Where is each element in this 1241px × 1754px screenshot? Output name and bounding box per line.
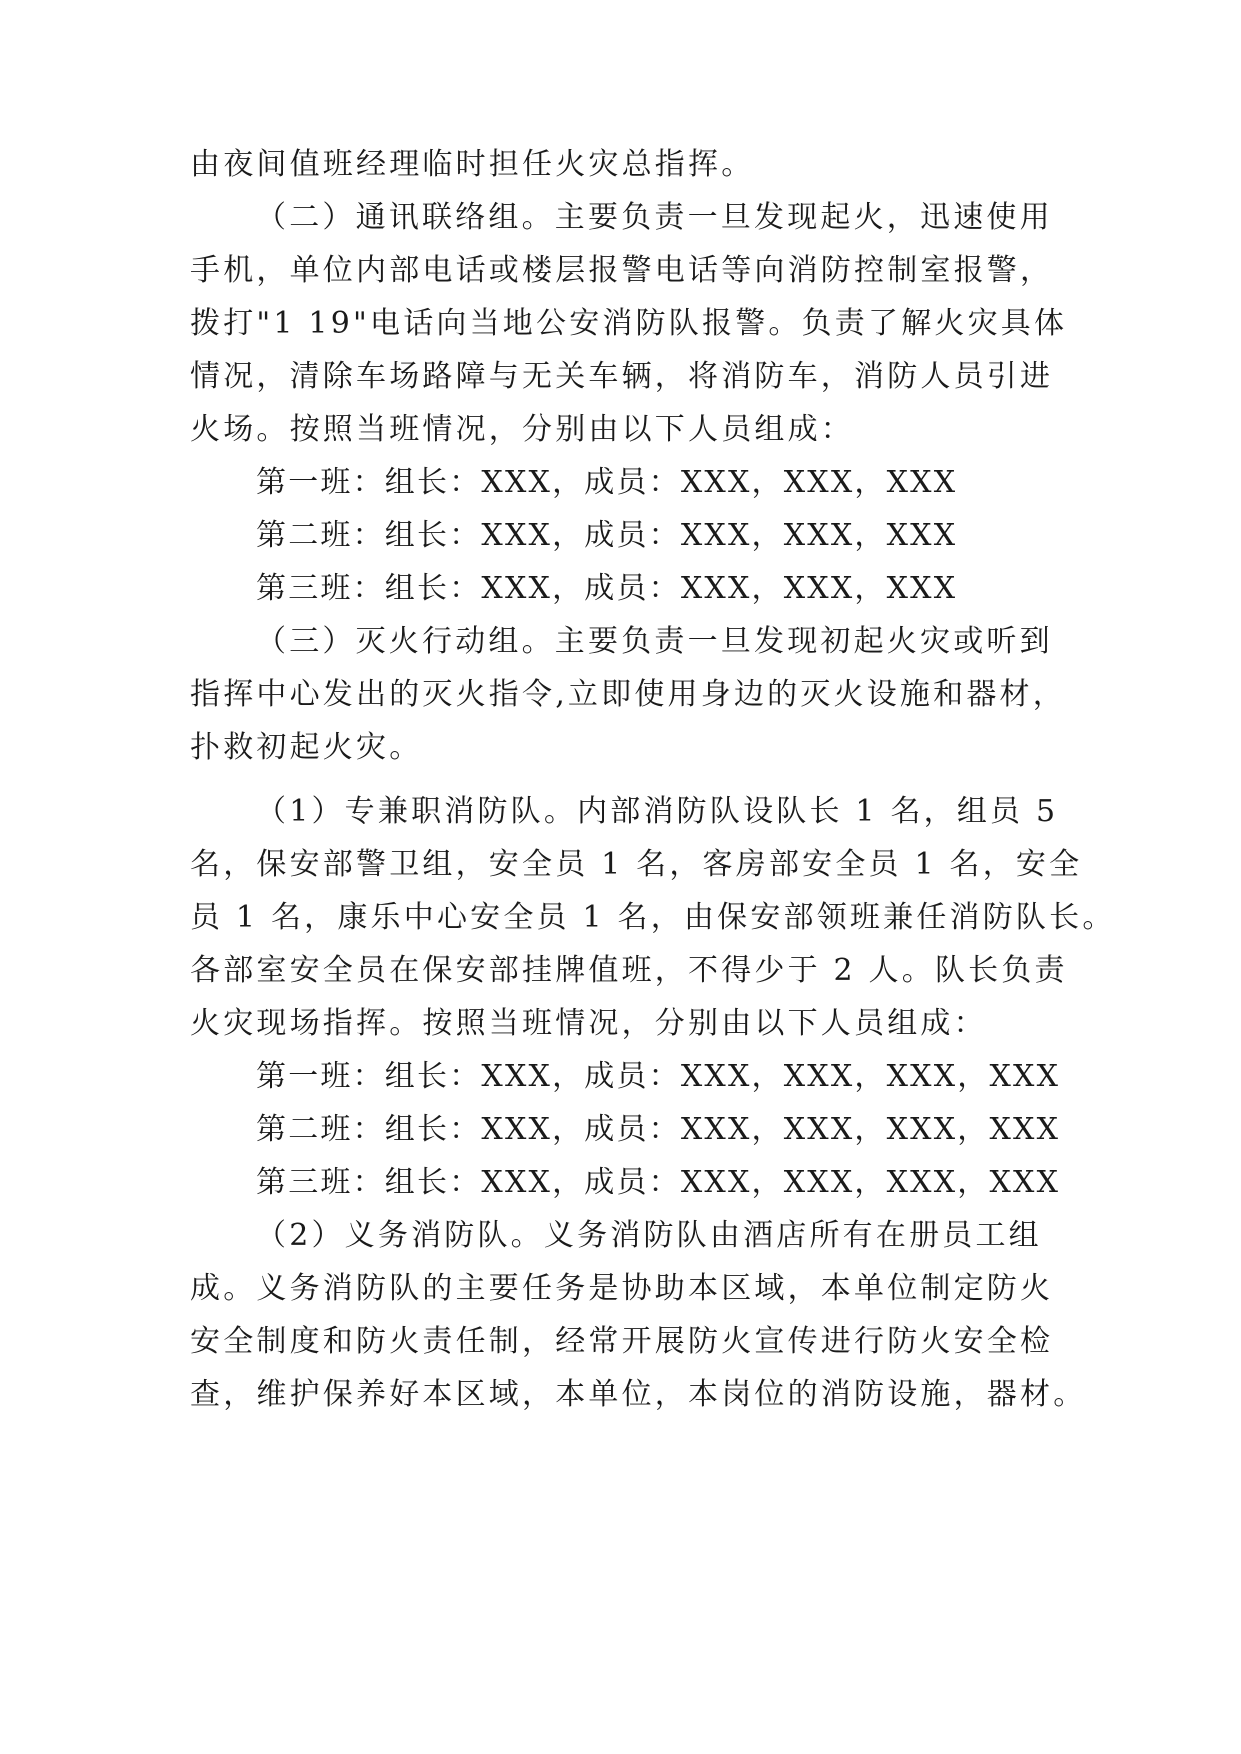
subsection-heading-volunteer-team: （2）义务消防队。义务消防队由酒店所有在册员工组	[256, 1218, 1042, 1253]
roster-line: 第二班：组长：XXX，成员：XXX，XXX，XXX	[256, 518, 958, 553]
roster-line: 第一班：组长：XXX，成员：XXX，XXX，XXX	[256, 465, 958, 500]
roster-line: 第二班：组长：XXX，成员：XXX，XXX，XXX，XXX	[256, 1112, 1061, 1147]
text-line: 拨打"1 19"电话向当地公安消防队报警。负责了解火灾具体	[190, 306, 1068, 341]
subsection-heading-fulltime-team: （1）专兼职消防队。内部消防队设队长 1 名，组员 5	[256, 794, 1059, 829]
text-line: 员 1 名，康乐中心安全员 1 名，由保安部领班兼任消防队长。	[190, 900, 1116, 935]
text-line: 手机，单位内部电话或楼层报警电话等向消防控制室报警，	[190, 253, 1054, 288]
roster-line: 第三班：组长：XXX，成员：XXX，XXX，XXX，XXX	[256, 1165, 1061, 1200]
text-line: 查，维护保养好本区域，本单位，本岗位的消防设施，器材。	[190, 1377, 1087, 1412]
section-heading-firefighting: （三）灭火行动组。主要负责一旦发现初起火灾或听到	[256, 624, 1053, 659]
text-line: 火场。按照当班情况，分别由以下人员组成：	[190, 412, 854, 447]
text-line: 指挥中心发出的灭火指令,立即使用身边的灭火设施和器材，	[190, 677, 1066, 712]
text-line: 火灾现场指挥。按照当班情况，分别由以下人员组成：	[190, 1006, 987, 1041]
text-line: 由夜间值班经理临时担任火灾总指挥。	[190, 147, 755, 182]
roster-line: 第三班：组长：XXX，成员：XXX，XXX，XXX	[256, 571, 958, 606]
text-line: 成。义务消防队的主要任务是协助本区域，本单位制定防火	[190, 1271, 1054, 1306]
section-heading-communication: （二）通讯联络组。主要负责一旦发现起火，迅速使用	[256, 200, 1053, 235]
text-line: 安全制度和防火责任制，经常开展防火宣传进行防火安全检	[190, 1324, 1054, 1359]
text-line: 扑救初起火灾。	[190, 730, 423, 765]
text-line: 情况，清除车场路障与无关车辆，将消防车，消防人员引进	[190, 359, 1054, 394]
text-line: 各部室安全员在保安部挂牌值班，不得少于 2 人。队长负责	[190, 953, 1068, 988]
roster-line: 第一班：组长：XXX，成员：XXX，XXX，XXX，XXX	[256, 1059, 1061, 1094]
text-line: 名，保安部警卫组，安全员 1 名，客房部安全员 1 名，安全	[190, 847, 1083, 882]
